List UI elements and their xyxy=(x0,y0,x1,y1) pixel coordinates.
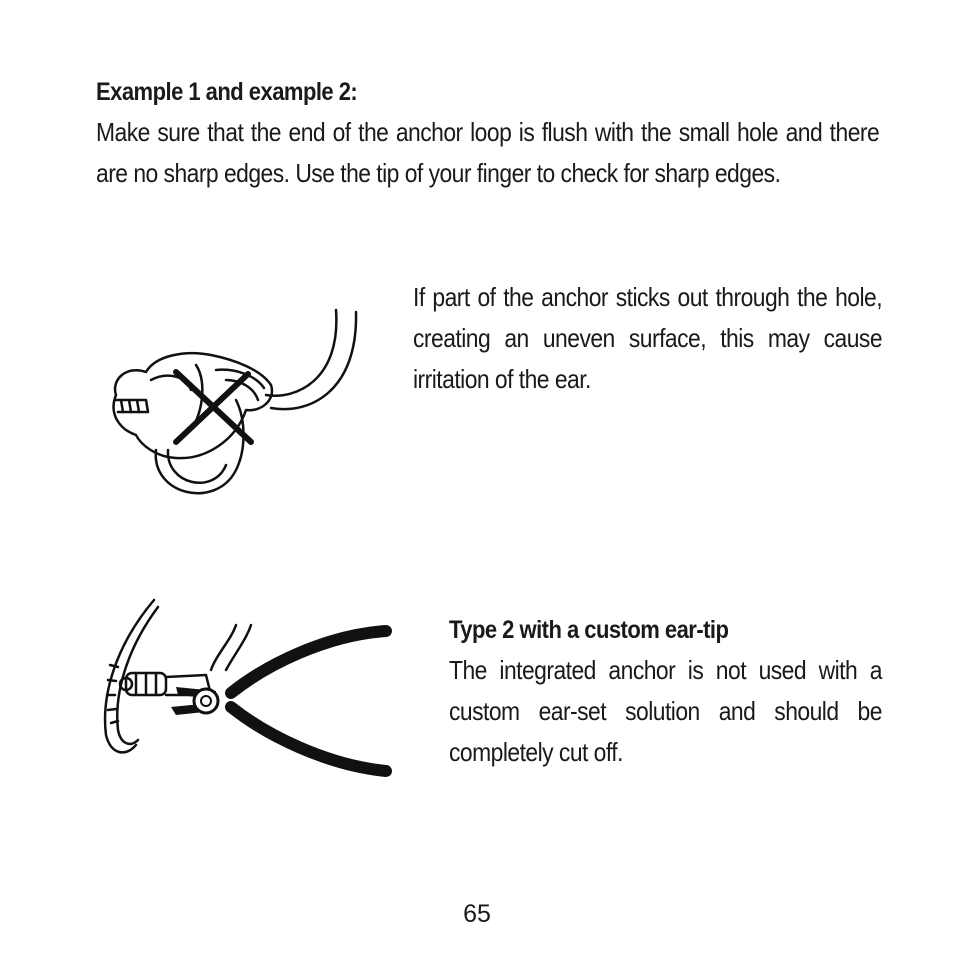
pliers-cutting-anchor-icon xyxy=(96,595,396,785)
page-number: 65 xyxy=(463,900,491,928)
warning-paragraph: If part of the anchor sticks out through the hole, creating an uneven surface, this may cause irritation of the ear. xyxy=(413,282,883,394)
type2-title: Type 2 with a custom ear-tip xyxy=(449,616,729,644)
section-heading: Example 1 and example 2: xyxy=(96,78,358,106)
intro-paragraph: Make sure that the end of the anchor loop is flush with the small hole and there are no sharp edges. Use the tip of your finger to check for sharp edges. xyxy=(96,117,880,188)
type2-paragraph: The integrated anchor is not used with a custom ear-set solution and should be completely cut off. xyxy=(449,655,882,767)
ear-tip-with-cross-icon xyxy=(96,300,376,510)
